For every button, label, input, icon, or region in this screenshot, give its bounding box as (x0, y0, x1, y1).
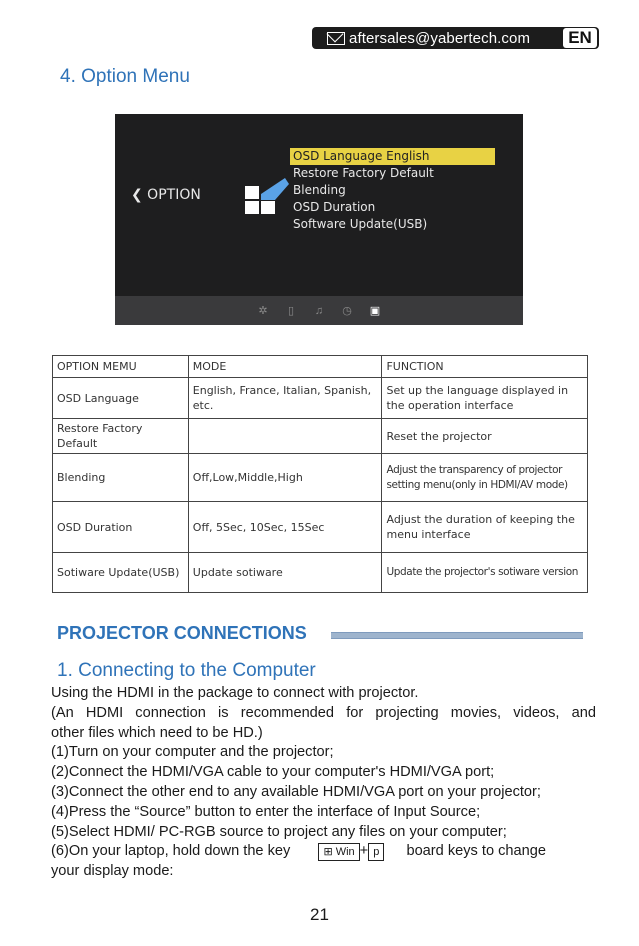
page-number: 21 (310, 905, 329, 924)
table-header-row (53, 356, 588, 378)
table-cell: Adjust the duration of keeping the menu interface (382, 502, 588, 553)
heading-divider-bar (331, 632, 583, 639)
plus-sign: + (359, 843, 369, 860)
table-cell: Update sotiware (188, 553, 382, 593)
table-cell: Off, 5Sec, 10Sec, 15Sec (188, 502, 382, 553)
table-cell: OSD Duration (53, 502, 189, 553)
osd-option-menu-screenshot (115, 114, 523, 325)
paragraph-line: your display mode: (51, 863, 174, 880)
table-header: MODE (188, 356, 382, 378)
table-cell: Sotiware Update(USB) (53, 553, 189, 593)
section-heading-projector-connections: PROJECTOR CONNECTIONS (57, 623, 307, 643)
paragraph-line: other files which need to be HD.) (51, 724, 263, 741)
paragraph-line: Using the HDMI in the package to connect with projector. (51, 685, 419, 701)
osd-item-update[interactable]: Software Update(USB) (293, 217, 428, 231)
paragraph-line: (1)Turn on your computer and the projector; (51, 744, 334, 761)
subheading-connecting-computer: 1. Connecting to the Computer (57, 660, 316, 681)
connection-instructions (51, 684, 596, 882)
paragraph-line: (An HDMI connection is recommended for projecting movies, videos, and (51, 704, 596, 721)
brightness-icon[interactable]: ✲ (258, 305, 268, 317)
table-row (53, 454, 588, 502)
table-cell: English, France, Italian, Spanish, etc. (188, 378, 382, 419)
option-menu-table (52, 355, 588, 593)
table-row (53, 502, 588, 553)
paragraph-line: (4)Press the “Source” button to enter the interface of Input Source; (51, 803, 481, 820)
table-cell: Reset the projector (382, 419, 588, 454)
language-badge: EN (563, 28, 597, 48)
option-logo-icon (245, 176, 289, 216)
display-icon[interactable]: ▯ (287, 305, 295, 317)
table-cell: Set up the language displayed in the operation interface (382, 378, 588, 419)
table-cell: Off,Low,Middle,High (188, 454, 382, 502)
p-key: p (368, 843, 384, 861)
table-cell: Adjust the transparency of projector setting menu(only in HDMI/AV mode) (382, 454, 588, 502)
paragraph-line-step6 (51, 842, 596, 862)
table-cell: OSD Language (53, 378, 189, 419)
osd-bottom-bar (115, 296, 523, 325)
paragraph-line: (3)Connect the other end to any available HDMI/VGA port on your projector; (51, 783, 541, 800)
table-header: OPTION MEMU (53, 356, 189, 378)
support-email-banner (312, 27, 599, 49)
table-header: FUNCTION (382, 356, 588, 378)
osd-menu-list (290, 148, 495, 233)
windows-key: ⊞ Win (318, 843, 359, 861)
osd-item-duration[interactable]: OSD Duration (293, 200, 376, 214)
step6-suffix: board keys to change (406, 843, 546, 860)
option-icon[interactable]: ▣ (369, 305, 381, 317)
osd-item-language[interactable]: OSD Language English (290, 148, 495, 165)
table-cell: Restore Factory Default (53, 419, 189, 454)
osd-item-blending[interactable]: Blending (293, 183, 346, 197)
osd-item-restore[interactable]: Restore Factory Default (293, 166, 434, 180)
section-title-option-menu: 4. Option Menu (60, 66, 190, 87)
music-icon[interactable]: ♫ (314, 304, 324, 317)
table-cell (188, 419, 382, 454)
table-cell: Blending (53, 454, 189, 502)
table-cell: Update the projector's sotiware version (382, 553, 588, 593)
table-row (53, 419, 588, 454)
support-email[interactable]: aftersales@yabertech.com (349, 29, 531, 47)
table-row (53, 378, 588, 419)
osd-back-option: ❮ OPTION (131, 187, 201, 203)
paragraph-line: (5)Select HDMI/ PC-RGB source to project any files on your computer; (51, 823, 507, 840)
table-row (53, 553, 588, 593)
paragraph-line: (2)Connect the HDMI/VGA cable to your computer's HDMI/VGA port; (51, 764, 495, 781)
mail-icon (327, 32, 345, 45)
clock-icon[interactable]: ◷ (342, 305, 352, 317)
step6-prefix: (6)On your laptop, hold down the key (51, 843, 291, 860)
